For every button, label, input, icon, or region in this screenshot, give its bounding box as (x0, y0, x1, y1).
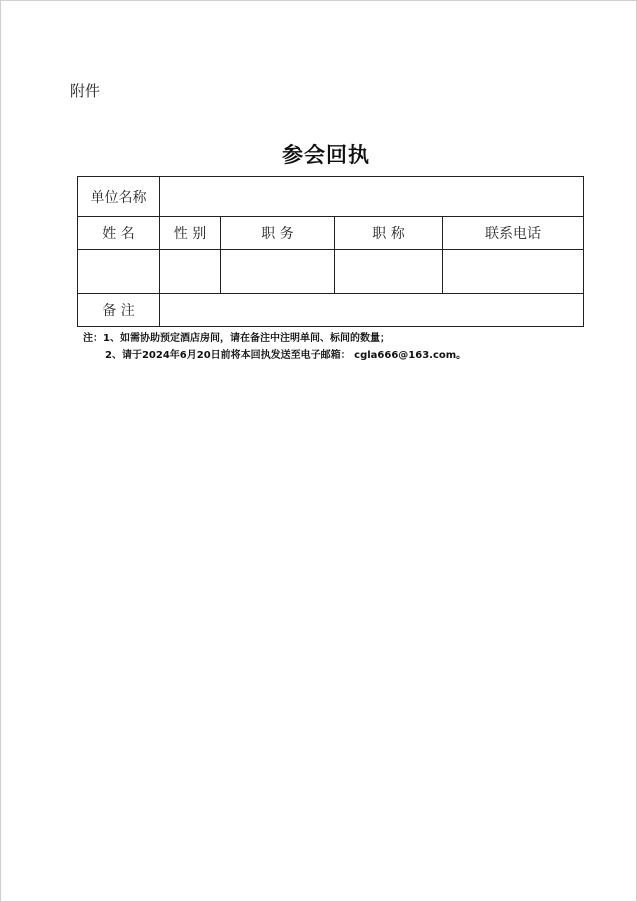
remarks-row (78, 294, 584, 327)
notes (83, 330, 466, 364)
note-line-2: 2、请于2024年6月20日前将本回执发送至电子邮箱： cgla666@163.com。 (105, 350, 467, 361)
unit-name-field[interactable] (160, 177, 584, 217)
attendee-name-field[interactable] (78, 250, 160, 294)
header-phone: 联系电话 (443, 217, 584, 250)
attachment-label: 附件 (70, 82, 101, 100)
page-title: 参会回执 (282, 143, 370, 167)
attendee-phone-field[interactable] (443, 250, 584, 294)
attendee-title-field[interactable] (335, 250, 443, 294)
header-gender: 性 别 (160, 217, 221, 250)
unit-name-label: 单位名称 (78, 177, 160, 217)
remarks-field[interactable] (160, 294, 584, 327)
header-row (78, 217, 584, 250)
header-title: 职 称 (335, 217, 443, 250)
attendee-position-field[interactable] (221, 250, 335, 294)
remarks-label: 备 注 (78, 294, 160, 327)
header-name: 姓 名 (78, 217, 160, 250)
note-line-1: 注：1、如需协助预定酒店房间，请在备注中注明单间、标间的数量； (83, 333, 390, 344)
attendee-row (78, 250, 584, 294)
unit-name-row (78, 177, 584, 217)
header-position: 职 务 (221, 217, 335, 250)
attendee-gender-field[interactable] (160, 250, 221, 294)
reply-form-table (77, 176, 584, 327)
